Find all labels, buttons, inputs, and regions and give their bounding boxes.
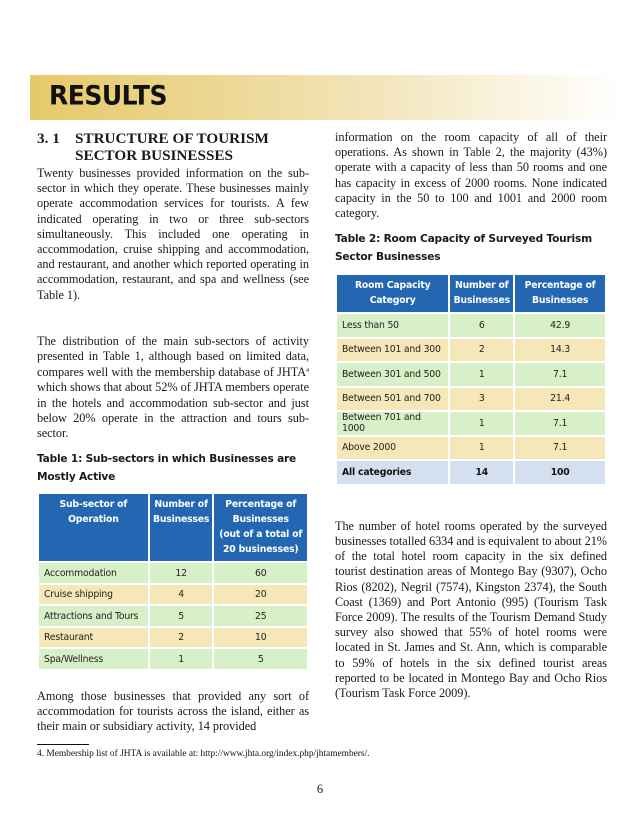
section-number: 3. 1 bbox=[37, 130, 60, 147]
cell: 14 bbox=[449, 460, 514, 485]
column-header: Percentage of Businesses bbox=[514, 275, 606, 313]
cell: Between 701 and 1000 bbox=[336, 411, 449, 436]
cell: 7.1 bbox=[514, 362, 606, 387]
cell: 4 bbox=[149, 584, 214, 606]
table-row bbox=[38, 648, 308, 670]
table-row bbox=[336, 362, 606, 387]
section-title bbox=[75, 130, 309, 164]
cell: Accommodation bbox=[38, 562, 149, 584]
cell: Less than 50 bbox=[336, 313, 449, 338]
cell: 100 bbox=[514, 460, 606, 485]
footnote-ref[interactable]: 4 bbox=[306, 368, 309, 375]
table1-caption: Table 1: Sub-sectors in which Businesses are Mostly Active bbox=[37, 453, 297, 484]
section-heading bbox=[37, 130, 309, 164]
table2 bbox=[335, 275, 607, 486]
cell: 20 bbox=[213, 584, 308, 606]
table-header-row bbox=[38, 494, 308, 562]
cell: Restaurant bbox=[38, 627, 149, 649]
cell: 10 bbox=[213, 627, 308, 649]
paragraph-text: The distribution of the main sub-sectors of activity presented in Table 1, although based on limited data, compares well with the membership database of JHTA bbox=[37, 333, 309, 380]
cell: 1 bbox=[449, 362, 514, 387]
table-header-row bbox=[336, 275, 606, 313]
cell: 60 bbox=[213, 562, 308, 584]
section-title-line2: SECTOR BUSINESSES bbox=[75, 147, 234, 164]
column-header: Room Capacity Category bbox=[336, 275, 449, 313]
cell: 2 bbox=[149, 627, 214, 649]
footnote: 4. Membership list of JHTA is available at: http://www.jhta.org/index.php/jhtamembers/. bbox=[37, 749, 370, 759]
table-row bbox=[38, 584, 308, 606]
paragraph-intro: Twenty businesses provided information on the sub-sector in which they operate. These businesses mainly operate accommodation services for tourists. A few indicated operating in two or three sub-sectors simultaneously. This included one operating in accommodation, cruise shipping and accommodation, and restaurant, and another which reported operating in accommodation, restaurant, and spa and wellness (see Table 1). bbox=[37, 166, 309, 302]
cell: Attractions and Tours bbox=[38, 605, 149, 627]
cell: 2 bbox=[449, 338, 514, 363]
paragraph-hotel-rooms: The number of hotel rooms operated by the surveyed businesses totalled 6334 and is equivalent to about 21% of the total hotel room capacity in the six defined tourist destination areas of Montego Bay (9307), Ocho Rios (8202), Negril (7574), Kingston 2374), the South Coast (1369) and Port Antonio (995) (Tourism Task Force 2009). The results of the Tourism Demand Study survey also showed that 55% of hotel rooms were located in St. James and St. Ann, which is comparable to 59% of hotels in the six defined tourist areas reported to be located in Montego Bay and Ocho Rios (Tourism Task Force 2009). bbox=[335, 518, 607, 700]
cell: 12 bbox=[149, 562, 214, 584]
table-row bbox=[336, 338, 606, 363]
cell: 1 bbox=[449, 436, 514, 461]
cell: 1 bbox=[149, 648, 214, 670]
cell: 21.4 bbox=[514, 387, 606, 412]
column-header: Percentage of Businesses (out of a total of 20 businesses) bbox=[213, 494, 308, 562]
left-column bbox=[37, 130, 309, 734]
section-title-line1: STRUCTURE OF TOURISM bbox=[75, 130, 269, 147]
table-row bbox=[336, 387, 606, 412]
cell: Between 501 and 700 bbox=[336, 387, 449, 412]
cell: 7.1 bbox=[514, 436, 606, 461]
table-row bbox=[336, 313, 606, 338]
cell: 7.1 bbox=[514, 411, 606, 436]
table-row bbox=[38, 627, 308, 649]
column-header: Sub-sector of Operation bbox=[38, 494, 149, 562]
table2-caption: Table 2: Room Capacity of Surveyed Tourism Sector Businesses bbox=[335, 233, 592, 264]
page-number: 6 bbox=[316, 782, 324, 796]
results-banner bbox=[30, 75, 622, 120]
cell: 14.3 bbox=[514, 338, 606, 363]
paragraph-room-capacity: information on the room capacity of all of their operations. As shown in Table 2, the majority (43%) operate with a capacity of less than 50 rooms and one has capacity in excess of 2000 rooms. None indicated capacity in the 50 to 100 and 1001 and 2000 room category. bbox=[335, 130, 607, 221]
table-row bbox=[336, 411, 606, 436]
table-row bbox=[38, 605, 308, 627]
cell: Between 101 and 300 bbox=[336, 338, 449, 363]
cell: 1 bbox=[449, 411, 514, 436]
table1 bbox=[37, 494, 309, 671]
paragraph-accommodation: Among those businesses that provided any sort of accommodation for tourists across the island, either as their main or subsidiary activity, 14 provided bbox=[37, 688, 309, 734]
cell: 5 bbox=[149, 605, 214, 627]
cell: Above 2000 bbox=[336, 436, 449, 461]
paragraph-text: which shows that about 52% of JHTA members operate in the hotels and accommodation sub-sector and just below 20% operate in the attraction and tours sub-sector. bbox=[37, 380, 309, 441]
cell: 6 bbox=[449, 313, 514, 338]
table-total-row bbox=[336, 460, 606, 485]
column-header: Number of Businesses bbox=[149, 494, 214, 562]
cell: Spa/Wellness bbox=[38, 648, 149, 670]
cell: Between 301 and 500 bbox=[336, 362, 449, 387]
table-row bbox=[38, 562, 308, 584]
cell: 3 bbox=[449, 387, 514, 412]
page-title: RESULTS bbox=[49, 80, 167, 111]
cell: 5 bbox=[213, 648, 308, 670]
cell: 42.9 bbox=[514, 313, 606, 338]
cell: All categories bbox=[336, 460, 449, 485]
cell: 25 bbox=[213, 605, 308, 627]
column-header: Number of Businesses bbox=[449, 275, 514, 313]
cell: Cruise shipping bbox=[38, 584, 149, 606]
paragraph-distribution bbox=[37, 334, 309, 441]
table-row bbox=[336, 436, 606, 461]
right-column bbox=[335, 130, 607, 701]
footnote-divider bbox=[37, 744, 89, 745]
